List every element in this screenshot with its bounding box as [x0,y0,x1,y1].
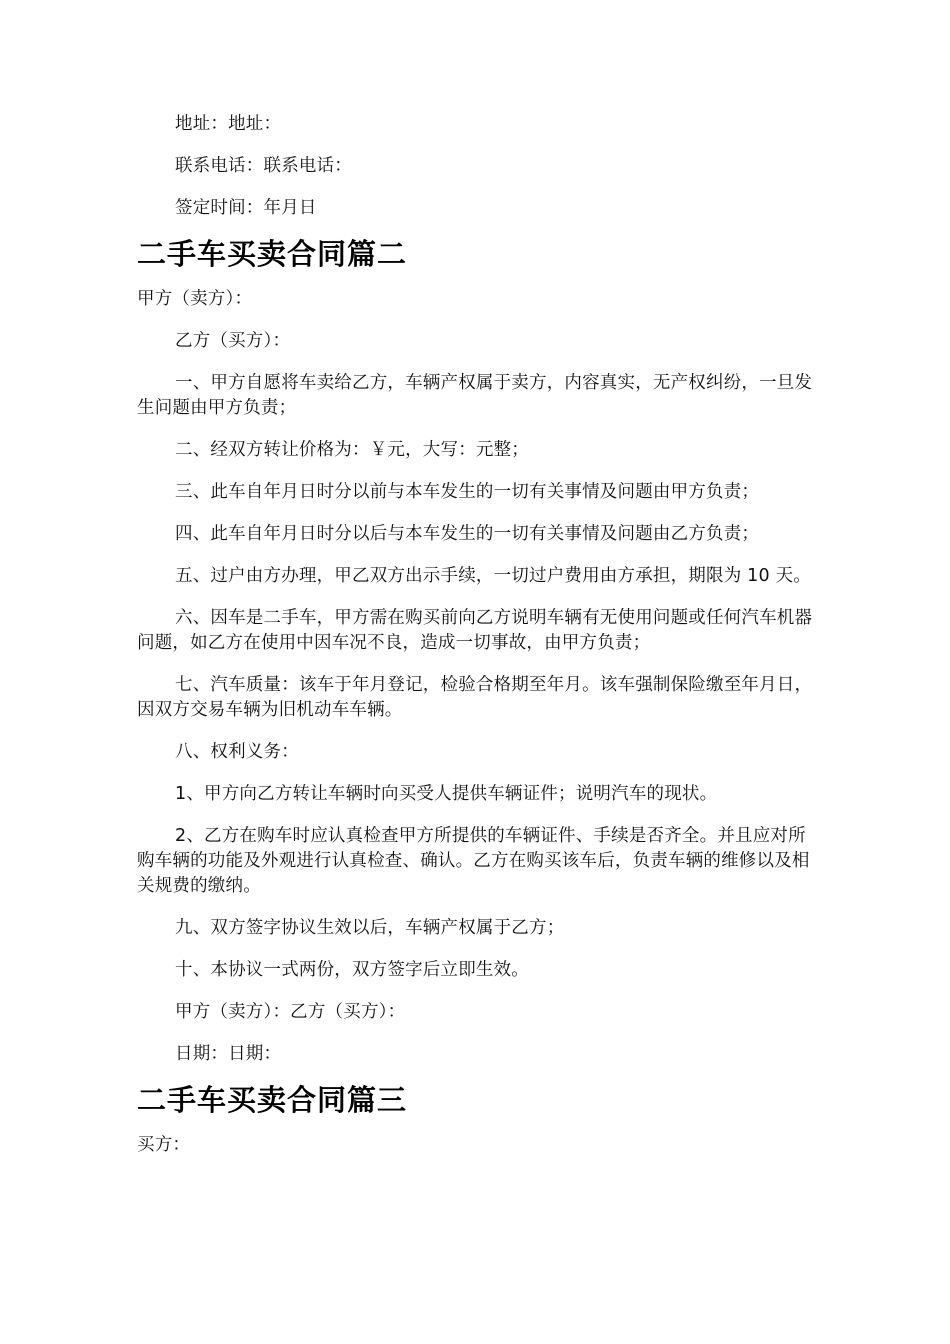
clause-10: 十、本协议一式两份，双方签字后立即生效。 [175,960,529,980]
clause-9: 九、双方签字协议生效以后，车辆产权属于乙方； [175,918,565,938]
section-heading-2: 二手车买卖合同篇二 [137,237,408,271]
clause-1: 一、甲方自愿将车卖给乙方，车辆产权属于卖方，内容真实，无产权纠纷，一旦发生问题由甲方负责； [137,373,813,418]
obligation-item-2: 2、乙方在购车时应认真检查甲方所提供的车辆证件、手续是否齐全。并且应对所购车辆的功能及外观进行认真检查、确认。乙方在购买该车后，负责车辆的维修以及相关规费的缴纳。 [137,826,810,896]
address-line: 地址：地址： [175,114,282,134]
date-line: 日期：日期： [175,1044,282,1064]
clause-4: 四、此车自年月日时分以后与本车发生的一切有关事情及问题由乙方负责； [175,524,760,544]
clause-8: 八、权利义务： [175,742,299,762]
clause-6: 六、因车是二手车，甲方需在购买前向乙方说明车辆有无使用问题或任何汽车机器问题，如乙方在使用中因车况不良，造成一切事故，由甲方负责； [137,608,813,653]
section-heading-3: 二手车买卖合同篇三 [137,1083,408,1117]
clause-2: 二、经双方转让价格为：￥元，大写：元整； [175,440,529,460]
clause-7: 七、汽车质量：该车于年月登记，检验合格期至年月。该车强制保险缴至年月日，因双方交易车辆为旧机动车车辆。 [137,675,813,720]
phone-line: 联系电话：联系电话： [175,156,352,176]
party-a-line: 甲方（卖方）： [137,289,253,309]
sign-time-line: 签定时间：年月日 [175,198,317,218]
clause-3: 三、此车自年月日时分以前与本车发生的一切有关事情及问题由甲方负责； [175,482,760,502]
buyer-line: 买方： [137,1135,191,1155]
document-content [137,112,813,1158]
party-b-line: 乙方（买方）： [175,331,291,351]
signature-line: 甲方（卖方）：乙方（买方）： [175,1002,406,1022]
obligation-item-1: 1、甲方向乙方转让车辆时向买受人提供车辆证件；说明汽车的现状。 [175,784,718,804]
clause-5: 五、过户由方办理，甲乙双方出示手续，一切过户费用由方承担，期限为 10 天。 [175,566,811,586]
